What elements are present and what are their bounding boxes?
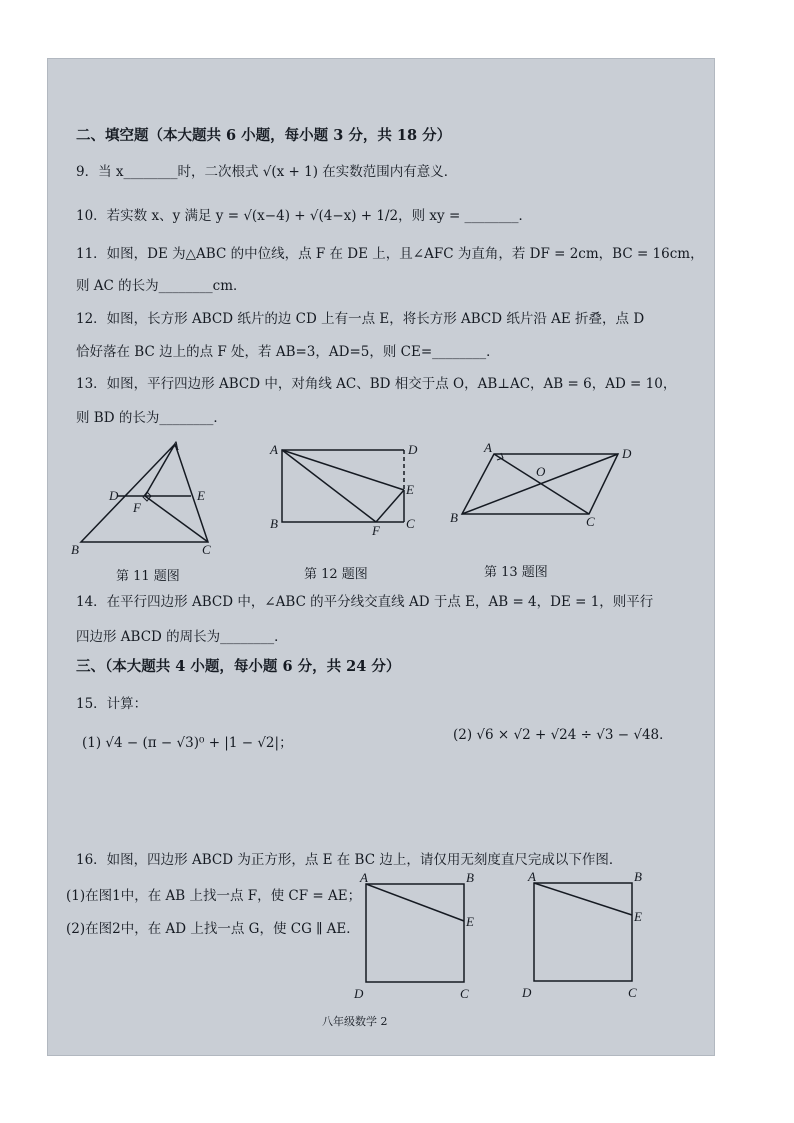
fig12-label-a: A bbox=[270, 442, 278, 457]
fig12-label-d: D bbox=[408, 442, 418, 457]
question-14-line2: 四边形 ABCD 的周长为________． bbox=[76, 629, 288, 645]
fig16b-label-c: C bbox=[628, 985, 637, 1000]
fig13-label-d: D bbox=[622, 446, 632, 461]
question-15-part1: (1) √4 − (π − √3)⁰ + |1 − √2|； bbox=[82, 735, 293, 751]
fig12-label-e: E bbox=[406, 482, 414, 497]
question-11-line1: 11．如图，DE 为△ABC 的中位线，点 F 在 DE 上，且∠AFC 为直角，若 DF = 2cm，BC = 16cm， bbox=[76, 246, 704, 262]
figure-12-rectangle bbox=[266, 440, 426, 540]
question-11-line2: 则 AC 的长为________cm． bbox=[76, 278, 247, 294]
fig16a-label-b: B bbox=[466, 870, 474, 885]
figure-11-caption: 第 11 题图 bbox=[116, 569, 180, 584]
figure-16-square-1 bbox=[352, 870, 492, 1000]
fig16b-label-b: B bbox=[634, 869, 642, 884]
question-12-line1: 12．如图，长方形 ABCD 纸片的边 CD 上有一点 E，将长方形 ABCD 纸片沿 AE 折叠，点 D bbox=[76, 311, 645, 327]
fig11-label-d: D bbox=[109, 488, 119, 503]
fig12-label-b: B bbox=[270, 516, 278, 531]
fig11-label-e: E bbox=[197, 488, 205, 503]
fig13-label-a: A bbox=[484, 440, 492, 455]
fig16a-label-c: C bbox=[460, 986, 469, 1001]
fig13-label-o: O bbox=[536, 464, 546, 479]
fig12-label-c: C bbox=[406, 516, 415, 531]
fig13-label-c: C bbox=[586, 514, 595, 529]
fig11-label-c: C bbox=[202, 542, 211, 557]
section2-heading: 二、填空题（本大题共 6 小题，每小题 3 分，共 18 分） bbox=[76, 127, 452, 144]
fig16a-label-d: D bbox=[354, 986, 364, 1001]
question-13-line1: 13．如图，平行四边形 ABCD 中，对角线 AC、BD 相交于点 O，AB⊥AC，AB = 6，AD = 10， bbox=[76, 376, 677, 392]
question-16-part2: (2)在图2中，在 AD 上找一点 G，使 CG ∥ AE． bbox=[66, 921, 360, 937]
question-13-line2: 则 BD 的长为________． bbox=[76, 410, 227, 426]
question-14-line1: 14．在平行四边形 ABCD 中，∠ABC 的平分线交直线 AD 于点 E，AB = 4，DE = 1，则平行 bbox=[76, 594, 654, 610]
figure-11-triangle bbox=[65, 436, 225, 561]
question-15-part2: (2) √6 × √2 + √24 ÷ √3 − √48． bbox=[453, 727, 673, 743]
question-10: 10．若实数 x、y 满足 y = √(x−4) + √(4−x) + 1/2，则 xy = ________． bbox=[76, 208, 533, 224]
fig16b-label-e: E bbox=[634, 909, 642, 924]
fig11-label-b: B bbox=[71, 542, 79, 557]
fig16a-label-a: A bbox=[360, 870, 368, 885]
fig12-label-f: F bbox=[372, 523, 380, 538]
fig11-label-f: F bbox=[133, 500, 141, 515]
section3-heading: 三、（本大题共 4 小题，每小题 6 分，共 24 分） bbox=[76, 658, 401, 675]
figure-13-caption: 第 13 题图 bbox=[484, 565, 548, 580]
fig16b-label-a: A bbox=[528, 869, 536, 884]
figure-12-caption: 第 12 题图 bbox=[304, 567, 368, 582]
question-9: 9．当 x________时，二次根式 √(x + 1) 在实数范围内有意义． bbox=[76, 164, 458, 180]
fig16a-label-e: E bbox=[466, 914, 474, 929]
figure-13-parallelogram bbox=[446, 438, 636, 533]
figure-16-square-2 bbox=[520, 869, 660, 999]
question-16: 16．如图，四边形 ABCD 为正方形，点 E 在 BC 边上，请仅用无刻度直尺完成以下作图． bbox=[76, 852, 623, 868]
fig11-label-a: A bbox=[171, 438, 179, 453]
question-12-line2: 恰好落在 BC 边上的点 F 处，若 AB=3，AD=5，则 CE=________． bbox=[76, 344, 500, 360]
question-15: 15．计算： bbox=[76, 696, 148, 712]
page-footer: 八年级数学 2 bbox=[322, 1015, 388, 1028]
fig16b-label-d: D bbox=[522, 985, 532, 1000]
question-16-part1: (1)在图1中，在 AB 上找一点 F，使 CF = AE； bbox=[66, 888, 362, 904]
fig13-label-b: B bbox=[450, 510, 458, 525]
